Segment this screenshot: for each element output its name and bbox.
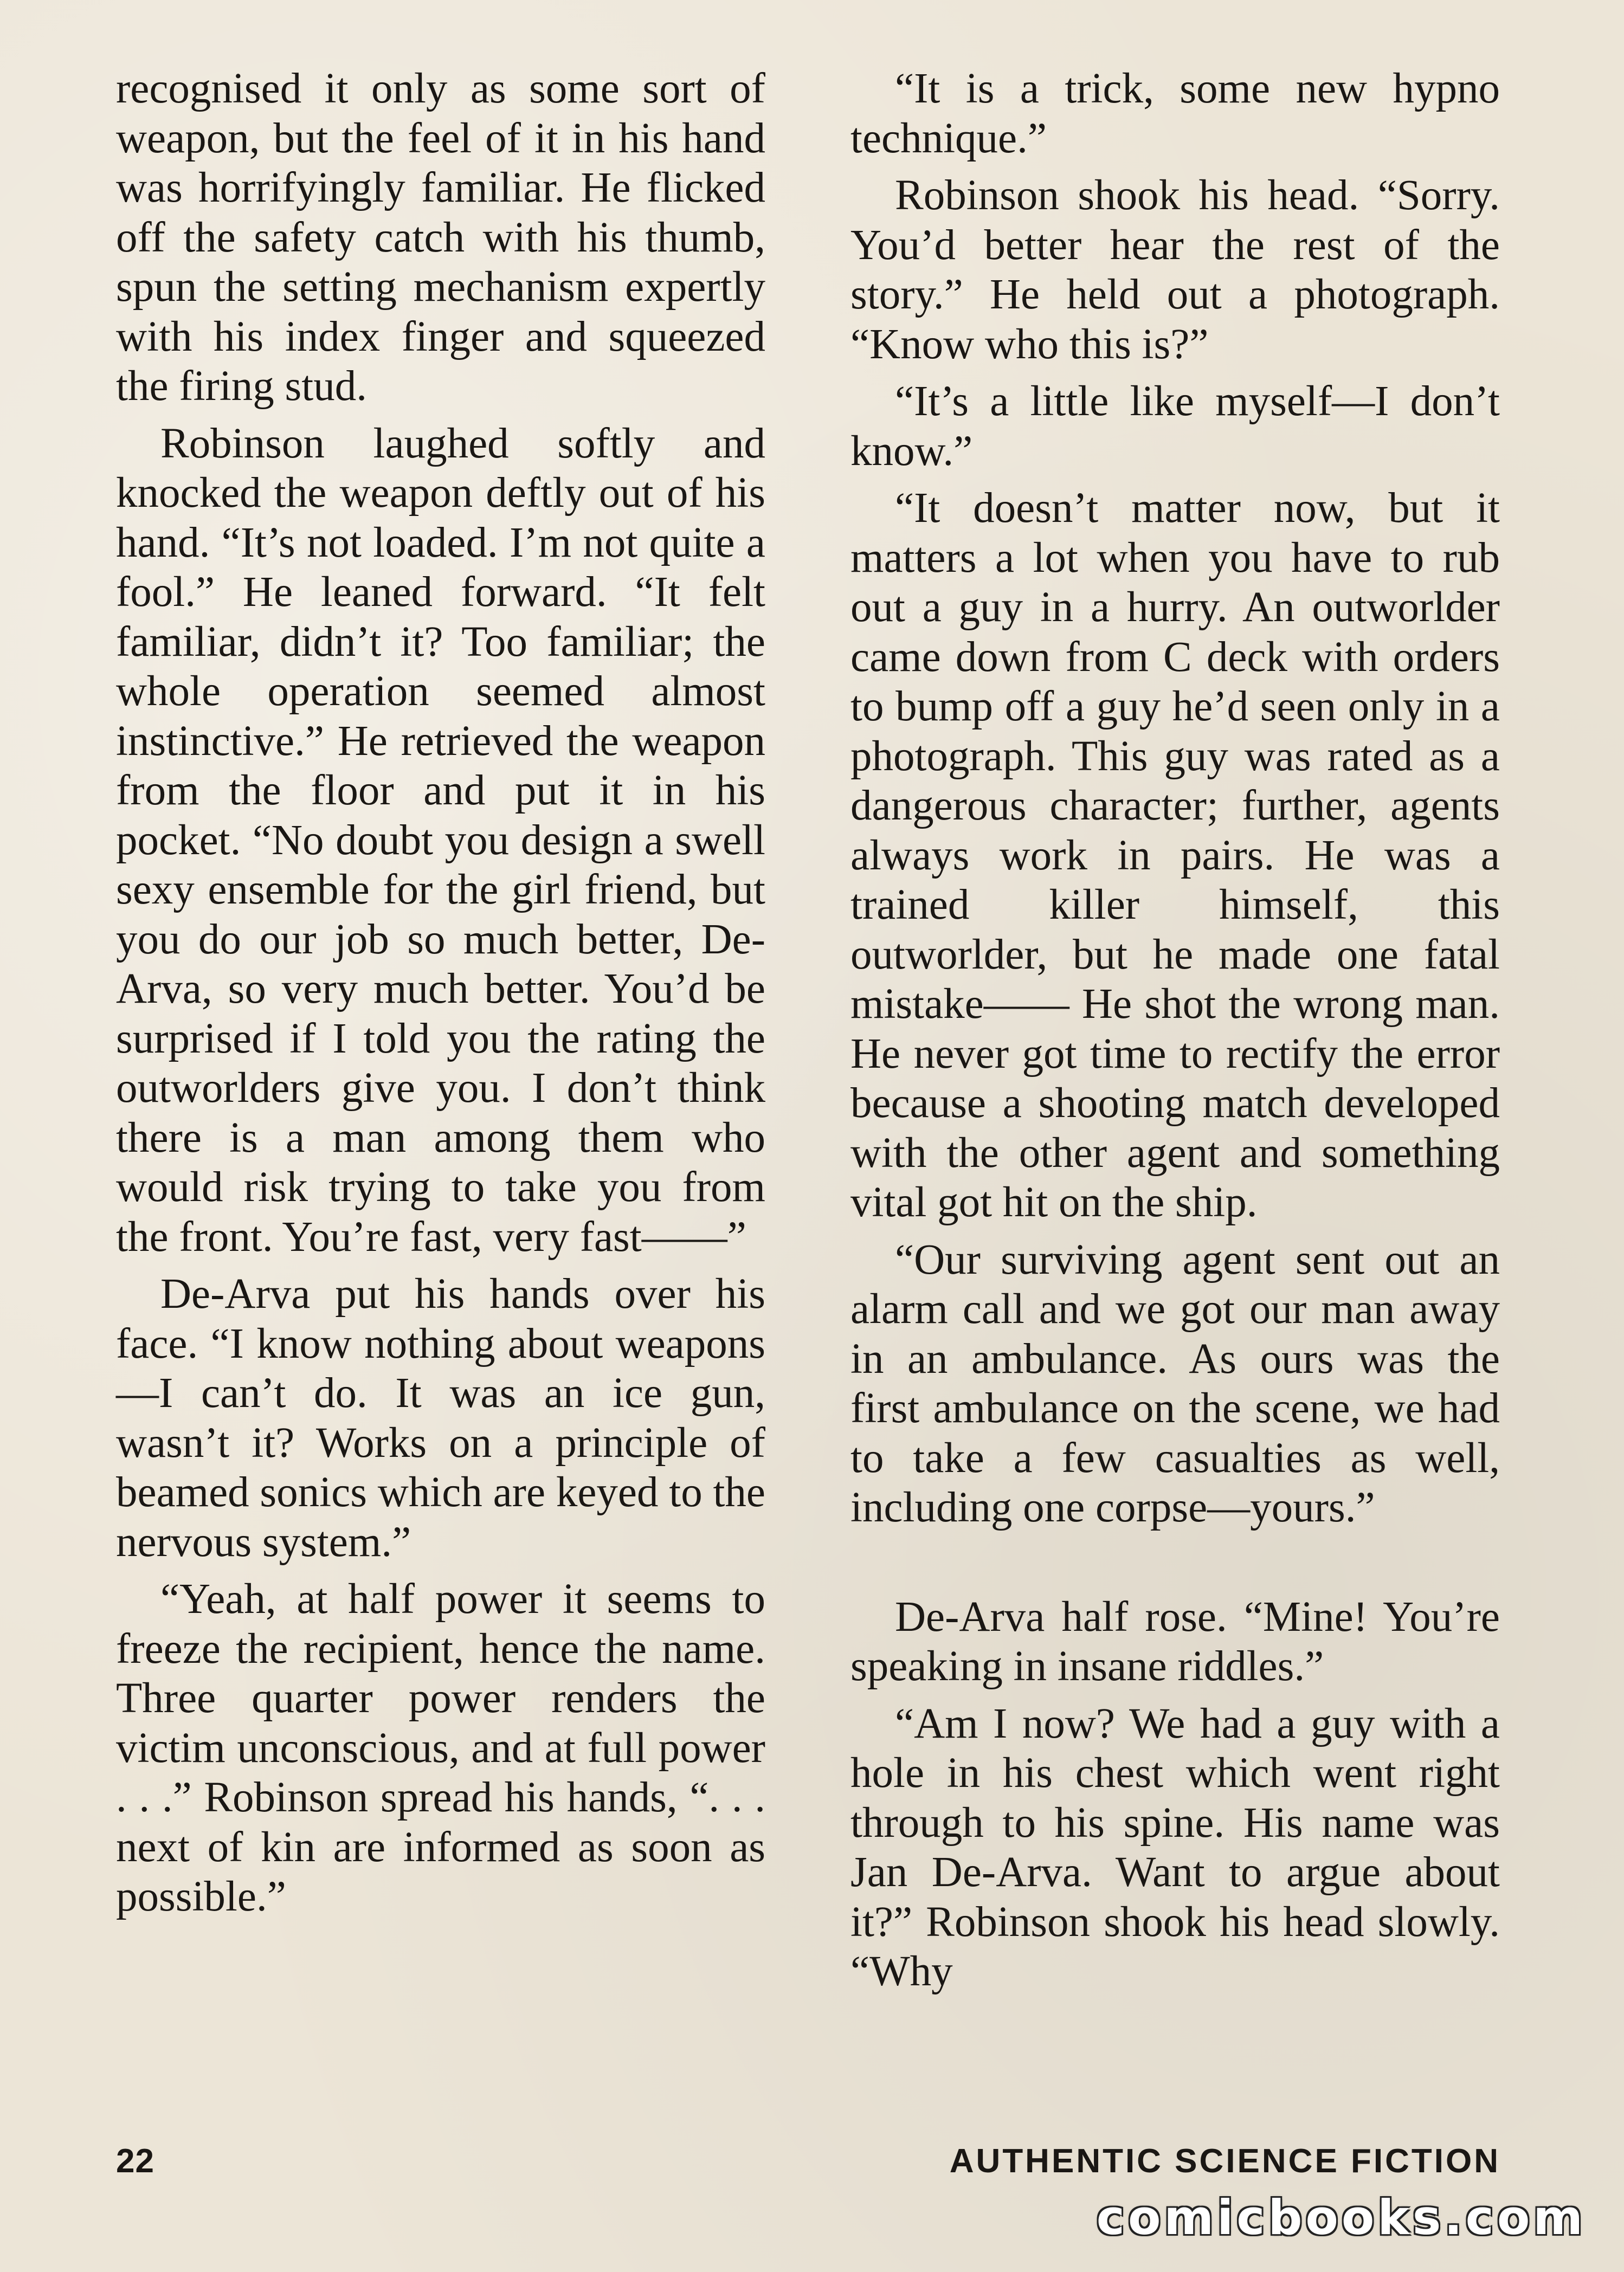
paragraph: De-Arva put his hands over his face. “I know nothing about weapons—I can’t do. It was an ice gun, wasn’t it? Works on a principle of beamed sonics which are keyed to the nervous system.” [116,1270,765,1566]
right-text-column [850,64,1500,2004]
paragraph: Robinson laughed softly and knocked the weapon deftly out of his hand. “It’s not loaded. I’m not quite a fool.” He leaned forward. “It felt familiar, didn’t it? Too familiar; the whole operation seemed almost instinctive.” He retrieved the weapon from the floor and put it in his pocket. “No doubt you design a swell sexy ensemble for the girl friend, but you do our job so much better, De-Arva, so very much better. You’d be surprised if I told you the rating the outworlders give you. I don’t think there is a man among them who would risk trying to take you from the front. You’re fast, very fast——” [116,419,765,1261]
paragraph: “It doesn’t matter now, but it matters a lot when you have to rub out a guy in a hurry. An outworlder came down from C deck with orders to bump off a guy he’d seen only in a photograph. This guy was rated as a dangerous character; further, agents always work in pairs. He was a trained killer himself, this outworlder, but he made one fatal mistake—— He shot the wrong man. He never got time to rectify the error because a shooting match developed with the other agent and something vital got hit on the ship. [850,485,1500,1226]
paragraph: “Yeah, at half power it seems to freeze the recipient, hence the name. Three quarter power renders the victim unconscious, and at full power . . .” Robinson spread his hands, “. . . next of kin are informed as soon as possible.” [116,1576,765,1920]
page-number: 22 [116,2142,154,2180]
paragraph: De-Arva half rose. “Mine! You’re speaking in insane riddles.” [850,1593,1500,1690]
paragraph: recognised it only as some sort of weapon, but the feel of it in his hand was horrifyingly familiar. He flicked off the safety catch with his thumb, spun the setting mechanism expertly with his index finger and squeezed the firing stud. [116,65,765,410]
site-watermark: comicbooks.com [1096,2190,1586,2245]
paragraph: “Our surviving agent sent out an alarm call and we got our man away in an ambulance. As ours was the first ambulance on the scene, we had to take a few casualties as well, including one corpse—yours.” [850,1236,1500,1531]
paragraph: Robinson shook his head. “Sorry. You’d better hear the rest of the story.” He held out a photograph. “Know who this is?” [850,172,1500,368]
left-text-column [116,64,765,1929]
magazine-title: AUTHENTIC SCIENCE FICTION [949,2142,1500,2180]
paragraph: “It is a trick, some new hypno technique.” [850,65,1500,162]
paragraph: “It’s a little like myself—I don’t know.” [850,378,1500,475]
paragraph: “Am I now? We had a guy with a hole in his chest which went right through to his spine. His name was Jan De-Arva. Want to argue about it?” Robinson shook his head slowly. “Why [850,1700,1500,1995]
